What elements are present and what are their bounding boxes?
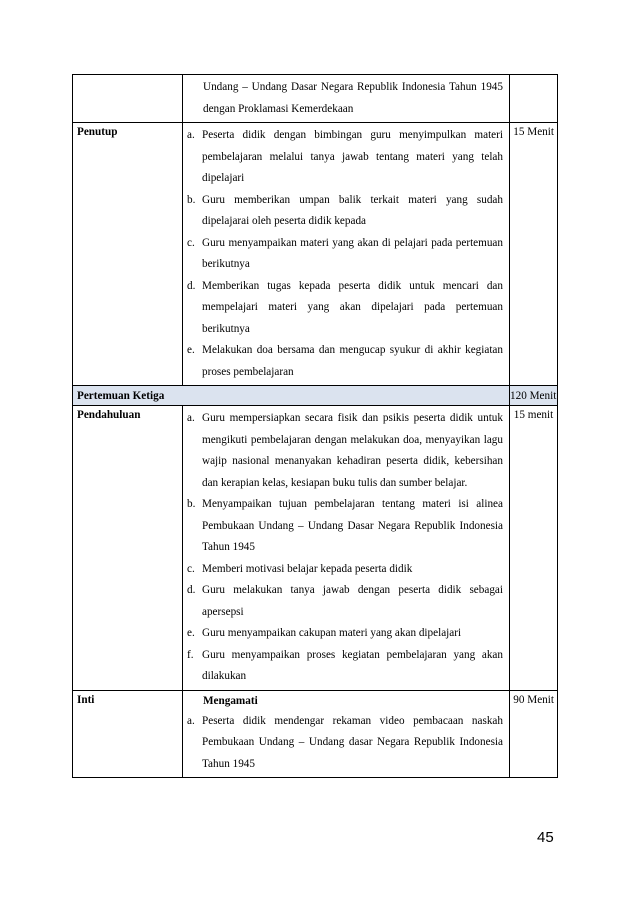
inti-activities [183,690,510,778]
time-penutup: 15 Menit [510,123,558,386]
list-item-text: Menyampaikan tujuan pembelajaran tentang materi isi alinea Pembukaan Undang – Undang Dasar Negara Republik Indonesia Tahun 1945 [202,498,503,553]
empty-time-cell [510,75,558,123]
list-item [187,623,503,645]
list-item-text: Guru memberikan umpan balik terkait materi yang sudah dipelajarai oleh peserta didik kepada [202,193,503,227]
time-inti: 90 Menit [510,690,558,778]
list-item [187,233,503,276]
list-item-text: Peserta didik mendengar rekaman video pembacaan naskah Pembukaan Undang – Undang dasar Negara Republik Indonesia Tahun 1945 [202,714,503,770]
empty-phase-cell [73,75,183,123]
phase-pendahuluan: Pendahuluan [73,406,183,691]
list-item [187,340,503,383]
pendahuluan-list [183,406,509,690]
list-item [187,645,503,688]
meeting-time: 120 Menit [510,386,558,406]
pendahuluan-activities [183,406,510,691]
list-item [187,580,503,623]
list-item-text: Guru melakukan tanya jawab dengan peserta didik sebagai apersepsi [202,584,503,618]
list-item-text: Guru menyampaikan proses kegiatan pembelajaran yang akan dilakukan [202,648,503,682]
list-item-marker: e. [187,627,195,639]
list-item [187,559,503,581]
penutup-activities [183,123,510,386]
lesson-plan-table [72,74,558,778]
inti-list [183,709,509,778]
list-item-text: Memberikan tugas kepada peserta didik untuk mencari dan mempelajari materi yang akan dipelajari pada pertemuan berikutnya [202,279,503,335]
list-item [187,190,503,233]
list-item-marker: b. [187,193,196,206]
list-item-marker: b. [187,498,196,510]
time-pendahuluan: 15 menit [510,406,558,691]
meeting-row [73,386,558,406]
list-item-marker: c. [187,562,195,575]
inti-row [73,690,558,778]
list-item-marker: a. [187,412,195,424]
phase-penutup: Penutup [73,123,183,386]
phase-inti: Inti [73,690,183,778]
list-item [187,494,503,559]
list-item-marker: d. [187,279,196,292]
list-item-marker: d. [187,584,196,596]
list-item-marker: a. [187,129,195,141]
list-item-marker: c. [187,236,195,249]
list-item-marker: e. [187,344,195,356]
list-item [187,276,503,341]
continuation-cell [183,75,510,123]
list-item-text: Guru mempersiapkan secara fisik dan psikis peserta didik untuk mengikuti pembelajaran dengan melakukan doa, menyayikan lagu wajip nasional menanyakan kehadiran peserta didik, kebersihan dan kerapian kelas, kesiapan buku tulis dan sumber belajar. [202,412,503,489]
list-item-text: Guru menyampaikan materi yang akan di pelajari pada pertemuan berikutnya [202,236,503,270]
list-item-text: Memberi motivasi belajar kepada peserta didik [202,562,413,575]
list-item-text: Melakukan doa bersama dan mengucap syukur di akhir kegiatan proses pembelajaran [202,344,503,378]
penutup-row [73,123,558,386]
list-item [187,125,503,190]
list-item-marker: f. [187,648,194,661]
meeting-title: Pertemuan Ketiga [73,386,510,406]
list-item [187,408,503,494]
inti-subheading: Mengamati [203,694,258,707]
list-item-text: Guru menyampaikan cakupan materi yang akan dipelajari [202,627,462,639]
penutup-list [183,123,509,385]
list-item-marker: a. [187,714,195,727]
page-number: 45 [537,829,554,846]
pendahuluan-row [73,406,558,691]
list-item [187,711,503,776]
continuation-row [73,75,558,123]
continuation-text: Undang – Undang Dasar Negara Republik Indonesia Tahun 1945 dengan Proklamasi Kemerdekaan [203,81,503,115]
list-item-text: Peserta didik dengan bimbingan guru menyimpulkan materi pembelajaran melalui tanya jawab tentang materi yang telah dipelajari [202,129,503,184]
